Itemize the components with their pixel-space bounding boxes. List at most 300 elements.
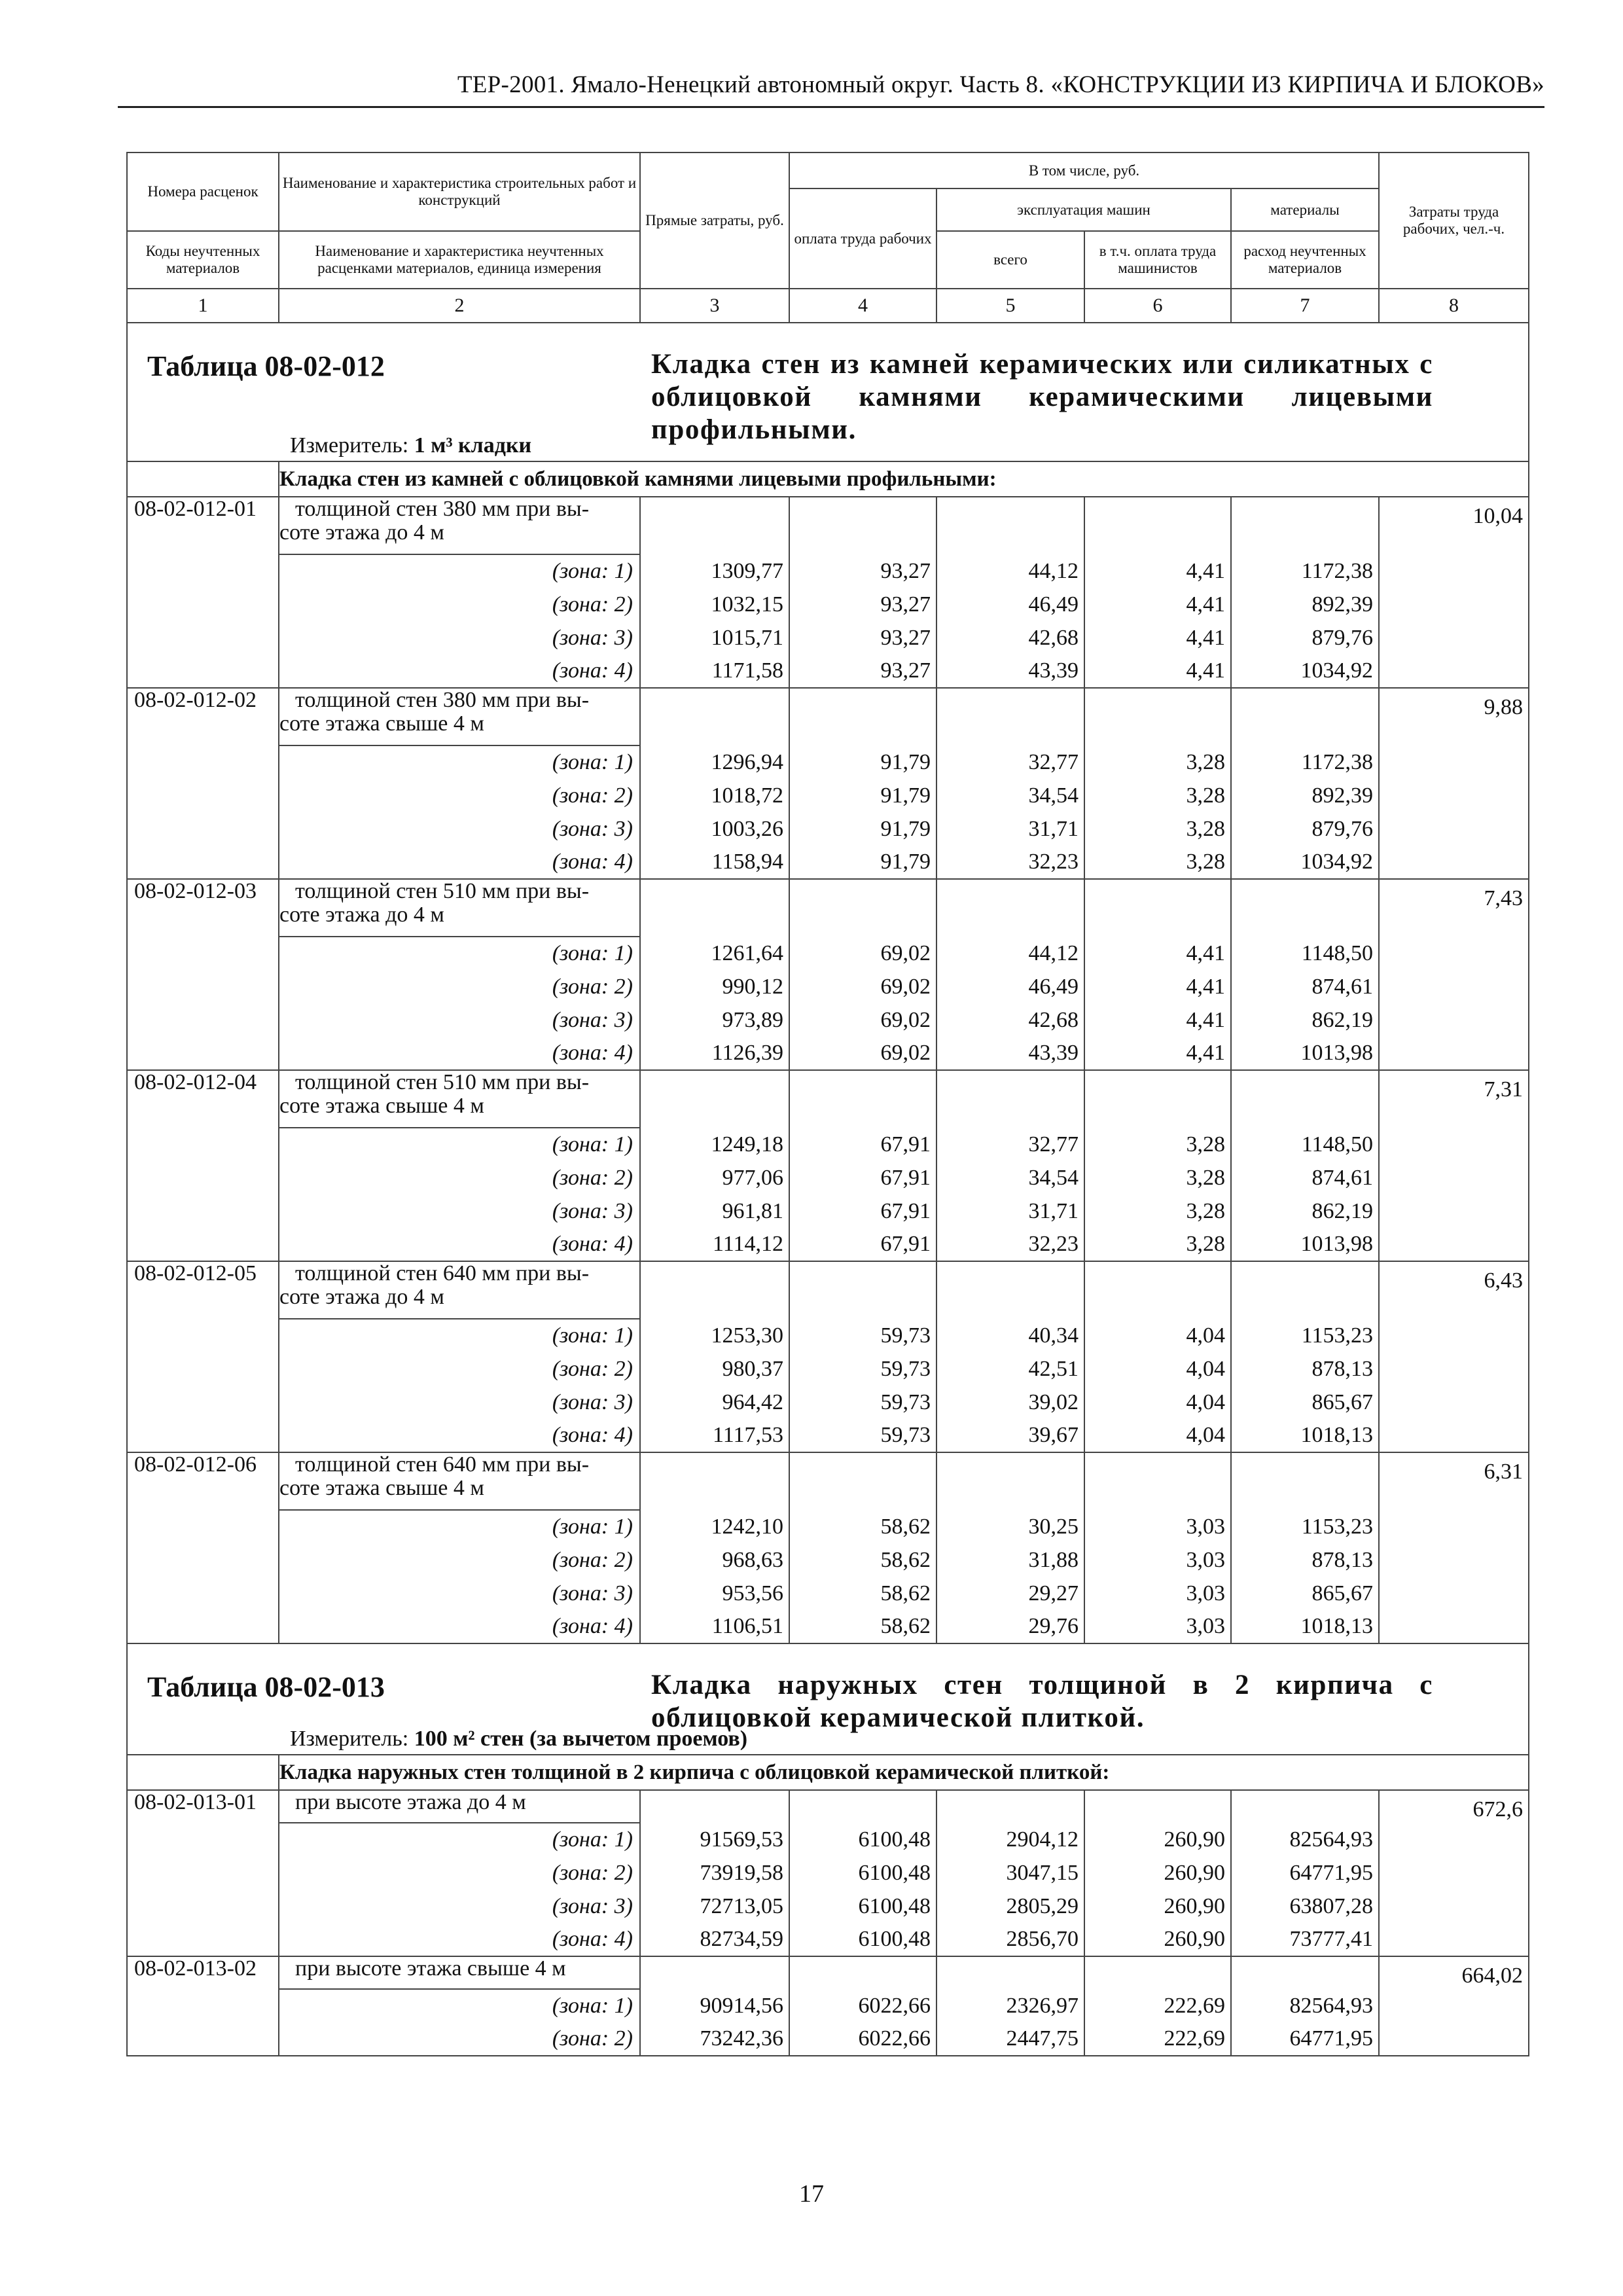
materials-cost-value: 874,61 [1231,1161,1379,1194]
direct-costs-value: 953,56 [640,1577,789,1610]
worker-pay-value: 69,02 [789,970,936,1003]
empty-cell [936,1070,1084,1128]
worker-pay-value: 93,27 [789,621,936,655]
rate-description-line: толщиной стен 510 мм при вы- [295,1070,590,1094]
header-material-description: Наименование и характеристика неучтенных расценками материалов, единица измерения [279,231,640,289]
header-materials: материалы [1231,188,1379,231]
direct-costs-value: 72713,05 [640,1890,789,1923]
zone-label: (зона: 3) [279,1577,640,1610]
rate-description [279,1261,640,1319]
rate-description-line: толщиной стен 640 мм при вы- [295,1261,590,1285]
machines-total-value: 39,02 [936,1386,1084,1419]
direct-costs-value: 73242,36 [640,2022,789,2056]
zone-row [127,554,1529,588]
materials-cost-value: 879,76 [1231,621,1379,655]
machines-total-value: 2856,70 [936,1923,1084,1956]
labor-hours: 664,02 [1379,1956,1529,2056]
machinist-pay-value: 4,04 [1084,1386,1231,1419]
machines-total-value: 32,23 [936,846,1084,879]
machines-total-value: 39,67 [936,1419,1084,1452]
header-machinist-pay: в т.ч. оплата труда машинистов [1084,231,1231,289]
materials-cost-value: 874,61 [1231,970,1379,1003]
materials-cost-value: 862,19 [1231,1194,1379,1228]
machines-total-value: 29,27 [936,1577,1084,1610]
header-machines-total: всего [936,231,1084,289]
rate-description-line: толщиной стен 640 мм при вы- [295,1452,590,1477]
zone-row [127,1161,1529,1194]
worker-pay-value: 67,91 [789,1228,936,1261]
rate-description-line: соте этажа до 4 м [279,903,444,927]
empty-cell [1084,879,1231,937]
worker-pay-value: 69,02 [789,1003,936,1037]
machinist-pay-value: 260,90 [1084,1923,1231,1956]
zone-row [127,970,1529,1003]
materials-cost-value: 1034,92 [1231,846,1379,879]
materials-cost-value: 892,39 [1231,588,1379,621]
running-header: ТЕР-2001. Ямало-Ненецкий автономный округ. Часть 8. «КОНСТРУКЦИИ ИЗ КИРПИЧА И БЛОКОВ» [457,71,1544,98]
materials-cost-value: 1013,98 [1231,1228,1379,1261]
machinist-pay-value: 260,90 [1084,1823,1231,1856]
machinist-pay-value: 3,28 [1084,1128,1231,1161]
empty-cell [789,497,936,554]
empty-cell [1084,1070,1231,1128]
machinist-pay-value: 3,28 [1084,812,1231,846]
direct-costs-value: 980,37 [640,1352,789,1386]
direct-costs-value: 1171,58 [640,655,789,688]
worker-pay-value: 58,62 [789,1510,936,1543]
direct-costs-value: 1106,51 [640,1610,789,1643]
header-direct-costs: Прямые затраты, руб. [640,152,789,289]
worker-pay-value: 67,91 [789,1128,936,1161]
zone-label: (зона: 3) [279,812,640,846]
worker-pay-value: 69,02 [789,937,936,970]
zone-label: (зона: 3) [279,1194,640,1228]
worker-pay-value: 58,62 [789,1543,936,1577]
zone-row [127,1989,1529,2022]
zone-label: (зона: 3) [279,1386,640,1419]
rate-description [279,1452,640,1510]
machinist-pay-value: 4,04 [1084,1419,1231,1452]
zone-label: (зона: 1) [279,1319,640,1352]
zone-label: (зона: 2) [279,1161,640,1194]
direct-costs-value: 1126,39 [640,1037,789,1070]
rate-code: 08-02-012-04 [127,1070,279,1261]
rate-item [127,688,1529,745]
materials-cost-value: 892,39 [1231,779,1379,812]
machinist-pay-value: 3,03 [1084,1510,1231,1543]
labor-hours: 672,6 [1379,1790,1529,1956]
empty-cell [640,1261,789,1319]
direct-costs-value: 1018,72 [640,779,789,812]
materials-cost-value: 1148,50 [1231,1128,1379,1161]
machinist-pay-value: 4,41 [1084,1037,1231,1070]
direct-costs-value: 1015,71 [640,621,789,655]
rate-description-line: соте этажа свыше 4 м [279,1094,484,1118]
worker-pay-value: 93,27 [789,554,936,588]
machines-total-value: 3047,15 [936,1856,1084,1890]
rate-code: 08-02-012-02 [127,688,279,879]
rate-description-line: толщиной стен 510 мм при вы- [295,879,590,903]
empty-cell [1084,1790,1231,1823]
zone-label: (зона: 4) [279,1228,640,1261]
machinist-pay-value: 4,04 [1084,1352,1231,1386]
zone-label: (зона: 2) [279,1543,640,1577]
worker-pay-value: 59,73 [789,1419,936,1452]
direct-costs-value: 73919,58 [640,1856,789,1890]
materials-cost-value: 1018,13 [1231,1419,1379,1452]
zone-label: (зона: 2) [279,970,640,1003]
materials-cost-value: 1172,38 [1231,745,1379,779]
materials-cost-value: 865,67 [1231,1386,1379,1419]
machines-total-value: 42,51 [936,1352,1084,1386]
zone-row [127,655,1529,688]
machines-total-value: 42,68 [936,1003,1084,1037]
empty-cell [936,1790,1084,1823]
measure-label: Измеритель: [290,433,409,457]
subheading-spacer [127,1755,279,1790]
machines-total-value: 29,76 [936,1610,1084,1643]
rate-item [127,1261,1529,1319]
header-material-codes: Коды неучтенных материалов [127,231,279,289]
zone-row [127,1890,1529,1923]
rate-code: 08-02-012-01 [127,497,279,688]
zone-row [127,1510,1529,1543]
materials-cost-value: 1013,98 [1231,1037,1379,1070]
machines-total-value: 31,88 [936,1543,1084,1577]
direct-costs-value: 1117,53 [640,1419,789,1452]
zone-label: (зона: 1) [279,1128,640,1161]
zone-label: (зона: 2) [279,1352,640,1386]
empty-cell [1231,1452,1379,1510]
zone-row [127,1003,1529,1037]
machinist-pay-value: 3,28 [1084,846,1231,879]
machinist-pay-value: 222,69 [1084,1989,1231,2022]
table-title: Таблица 08-02-012 [147,350,385,382]
empty-cell [1231,1790,1379,1823]
worker-pay-value: 58,62 [789,1577,936,1610]
zone-row [127,745,1529,779]
empty-cell [1084,1261,1231,1319]
worker-pay-value: 67,91 [789,1194,936,1228]
machinist-pay-value: 4,41 [1084,554,1231,588]
empty-cell [640,879,789,937]
worker-pay-value: 91,79 [789,779,936,812]
labor-hours: 7,31 [1379,1070,1529,1261]
materials-cost-value: 1148,50 [1231,937,1379,970]
machines-total-value: 2326,97 [936,1989,1084,2022]
rate-description-line: соте этажа до 4 м [279,520,444,545]
rate-description-line: соте этажа до 4 м [279,1285,444,1309]
materials-cost-value: 82564,93 [1231,1823,1379,1856]
zone-label: (зона: 1) [279,554,640,588]
table-subheading: Кладка наружных стен толщиной в 2 кирпича с облицовкой керамической плиткой: [279,1755,1529,1790]
machinist-pay-value: 222,69 [1084,2022,1231,2056]
empty-cell [789,1452,936,1510]
direct-costs-value: 977,06 [640,1161,789,1194]
worker-pay-value: 93,27 [789,588,936,621]
empty-cell [1084,688,1231,745]
empty-cell [1231,1956,1379,1989]
rate-code: 08-02-012-06 [127,1452,279,1643]
rates-table-frame [126,152,1528,2122]
table-caption: Кладка стен из камней керамических или силикатных с облицовкой камнями керамическими лицевыми профильными. [651,349,1433,445]
zone-label: (зона: 4) [279,846,640,879]
machinist-pay-value: 4,41 [1084,655,1231,688]
rate-description-line: при высоте этажа до 4 м [295,1790,526,1814]
zone-label: (зона: 4) [279,1610,640,1643]
rate-description-line: соте этажа свыше 4 м [279,1476,484,1500]
zone-label: (зона: 2) [279,2022,640,2056]
worker-pay-value: 6100,48 [789,1923,936,1956]
header-labor-costs: Затраты труда рабочих, чел.-ч. [1379,152,1529,289]
rate-item [127,497,1529,554]
column-number: 7 [1231,289,1379,323]
zone-label: (зона: 2) [279,779,640,812]
zone-label: (зона: 1) [279,1823,640,1856]
machines-total-value: 46,49 [936,970,1084,1003]
zone-label: (зона: 3) [279,621,640,655]
materials-cost-value: 878,13 [1231,1352,1379,1386]
machines-total-value: 32,77 [936,1128,1084,1161]
empty-cell [936,1956,1084,1989]
direct-costs-value: 1003,26 [640,812,789,846]
materials-cost-value: 879,76 [1231,812,1379,846]
rate-item [127,1070,1529,1128]
rate-description [279,1790,640,1823]
machinist-pay-value: 4,41 [1084,970,1231,1003]
labor-hours: 10,04 [1379,497,1529,688]
machines-total-value: 44,12 [936,937,1084,970]
empty-cell [936,1261,1084,1319]
materials-cost-value: 1172,38 [1231,554,1379,588]
rate-item [127,879,1529,937]
empty-cell [936,688,1084,745]
empty-cell [1084,1452,1231,1510]
table-caption: Кладка наружных стен толщиной в 2 кирпича с облицовкой керамической плиткой. [651,1670,1433,1733]
empty-cell [789,1790,936,1823]
column-number: 6 [1084,289,1231,323]
empty-cell [640,1070,789,1128]
worker-pay-value: 6022,66 [789,1989,936,2022]
zone-row [127,1228,1529,1261]
empty-cell [936,879,1084,937]
machines-total-value: 44,12 [936,554,1084,588]
rate-description-line: при высоте этажа свыше 4 м [295,1956,566,1981]
machinist-pay-value: 4,41 [1084,1003,1231,1037]
machinist-pay-value: 260,90 [1084,1856,1231,1890]
machines-total-value: 40,34 [936,1319,1084,1352]
table-heading-block [127,1643,1529,1755]
materials-cost-value: 63807,28 [1231,1890,1379,1923]
machines-total-value: 43,39 [936,655,1084,688]
empty-cell [640,1452,789,1510]
rate-item [127,1452,1529,1510]
worker-pay-value: 6022,66 [789,2022,936,2056]
header-rule [118,106,1544,108]
zone-row [127,1386,1529,1419]
direct-costs-value: 82734,59 [640,1923,789,1956]
machines-total-value: 2447,75 [936,2022,1084,2056]
measure-unit [290,433,531,458]
direct-costs-value: 1158,94 [640,846,789,879]
worker-pay-value: 91,79 [789,745,936,779]
direct-costs-value: 973,89 [640,1003,789,1037]
zone-row [127,1419,1529,1452]
direct-costs-value: 1242,10 [640,1510,789,1543]
zone-label: (зона: 2) [279,1856,640,1890]
labor-hours: 6,43 [1379,1261,1529,1452]
machinist-pay-value: 260,90 [1084,1890,1231,1923]
measure-value: 100 м² стен (за вычетом проемов) [414,1727,748,1751]
empty-cell [1231,688,1379,745]
measure-unit [290,1727,747,1751]
labor-hours: 9,88 [1379,688,1529,879]
empty-cell [1084,497,1231,554]
rate-description [279,688,640,745]
direct-costs-value: 1253,30 [640,1319,789,1352]
zone-row [127,1194,1529,1228]
rate-description [279,497,640,554]
column-number: 3 [640,289,789,323]
direct-costs-value: 964,42 [640,1386,789,1419]
zone-row [127,1823,1529,1856]
machines-total-value: 46,49 [936,588,1084,621]
empty-cell [936,497,1084,554]
rate-code: 08-02-012-05 [127,1261,279,1452]
worker-pay-value: 59,73 [789,1319,936,1352]
machines-total-value: 43,39 [936,1037,1084,1070]
header-including: В том числе, руб. [789,152,1379,188]
worker-pay-value: 59,73 [789,1352,936,1386]
zone-label: (зона: 4) [279,1037,640,1070]
zone-label: (зона: 3) [279,1003,640,1037]
materials-cost-value: 73777,41 [1231,1923,1379,1956]
direct-costs-value: 961,81 [640,1194,789,1228]
machinist-pay-value: 3,28 [1084,1228,1231,1261]
zone-label: (зона: 2) [279,588,640,621]
machinist-pay-value: 3,28 [1084,779,1231,812]
empty-cell [640,497,789,554]
machinist-pay-value: 3,28 [1084,1161,1231,1194]
rate-description-line: толщиной стен 380 мм при вы- [295,497,590,521]
zone-label: (зона: 1) [279,1989,640,2022]
machinist-pay-value: 4,41 [1084,937,1231,970]
machines-total-value: 34,54 [936,1161,1084,1194]
zone-row [127,1352,1529,1386]
header-worker-pay: оплата труда рабочих [789,188,936,289]
zone-label: (зона: 4) [279,1419,640,1452]
materials-cost-value: 1018,13 [1231,1610,1379,1643]
empty-cell [789,688,936,745]
machines-total-value: 2904,12 [936,1823,1084,1856]
table-subheading: Кладка стен из камней с облицовкой камнями лицевыми профильными: [279,461,1529,497]
column-number: 4 [789,289,936,323]
zone-row [127,812,1529,846]
rate-description-line: соте этажа свыше 4 м [279,711,484,736]
column-number: 2 [279,289,640,323]
zone-row [127,1610,1529,1643]
direct-costs-value: 90914,56 [640,1989,789,2022]
empty-cell [789,1261,936,1319]
worker-pay-value: 59,73 [789,1386,936,1419]
rate-code: 08-02-012-03 [127,879,279,1070]
machinist-pay-value: 3,03 [1084,1610,1231,1643]
worker-pay-value: 91,79 [789,846,936,879]
direct-costs-value: 1296,94 [640,745,789,779]
subheading-spacer [127,461,279,497]
machinist-pay-value: 3,28 [1084,745,1231,779]
header-rate-numbers: Номера расценок [127,152,279,231]
empty-cell [1084,1956,1231,1989]
empty-cell [1231,879,1379,937]
zone-label: (зона: 1) [279,937,640,970]
measure-value: 1 м³ кладки [414,433,532,457]
materials-cost-value: 64771,95 [1231,2022,1379,2056]
machines-total-value: 31,71 [936,1194,1084,1228]
direct-costs-value: 1249,18 [640,1128,789,1161]
worker-pay-value: 69,02 [789,1037,936,1070]
worker-pay-value: 67,91 [789,1161,936,1194]
direct-costs-value: 91569,53 [640,1823,789,1856]
direct-costs-value: 1114,12 [640,1228,789,1261]
table-title: Таблица 08-02-013 [147,1671,385,1703]
worker-pay-value: 6100,48 [789,1856,936,1890]
rates-table [126,152,1529,2056]
column-number: 1 [127,289,279,323]
page-number: 17 [799,2180,824,2208]
rate-description [279,879,640,937]
rate-code: 08-02-013-02 [127,1956,279,2056]
zone-row [127,1577,1529,1610]
direct-costs-value: 968,63 [640,1543,789,1577]
materials-cost-value: 64771,95 [1231,1856,1379,1890]
materials-cost-value: 1034,92 [1231,655,1379,688]
zone-label: (зона: 4) [279,655,640,688]
zone-row [127,1856,1529,1890]
empty-cell [789,879,936,937]
table-heading-block [127,323,1529,461]
direct-costs-value: 990,12 [640,970,789,1003]
rate-item [127,1956,1529,1989]
worker-pay-value: 58,62 [789,1610,936,1643]
machinist-pay-value: 3,03 [1084,1577,1231,1610]
empty-cell [640,1790,789,1823]
zone-row [127,621,1529,655]
materials-cost-value: 1153,23 [1231,1319,1379,1352]
column-number: 5 [936,289,1084,323]
rate-item [127,1790,1529,1823]
machinist-pay-value: 4,04 [1084,1319,1231,1352]
zone-label: (зона: 1) [279,1510,640,1543]
materials-cost-value: 862,19 [1231,1003,1379,1037]
machines-total-value: 34,54 [936,779,1084,812]
empty-cell [1231,1261,1379,1319]
worker-pay-value: 91,79 [789,812,936,846]
rate-description [279,1070,640,1128]
machines-total-value: 30,25 [936,1510,1084,1543]
labor-hours: 6,31 [1379,1452,1529,1643]
direct-costs-value: 1261,64 [640,937,789,970]
machines-total-value: 31,71 [936,812,1084,846]
rate-code: 08-02-013-01 [127,1790,279,1956]
empty-cell [936,1452,1084,1510]
column-number: 8 [1379,289,1529,323]
empty-cell [1231,1070,1379,1128]
zone-label: (зона: 3) [279,1890,640,1923]
machines-total-value: 32,23 [936,1228,1084,1261]
direct-costs-value: 1032,15 [640,588,789,621]
zone-row [127,1128,1529,1161]
